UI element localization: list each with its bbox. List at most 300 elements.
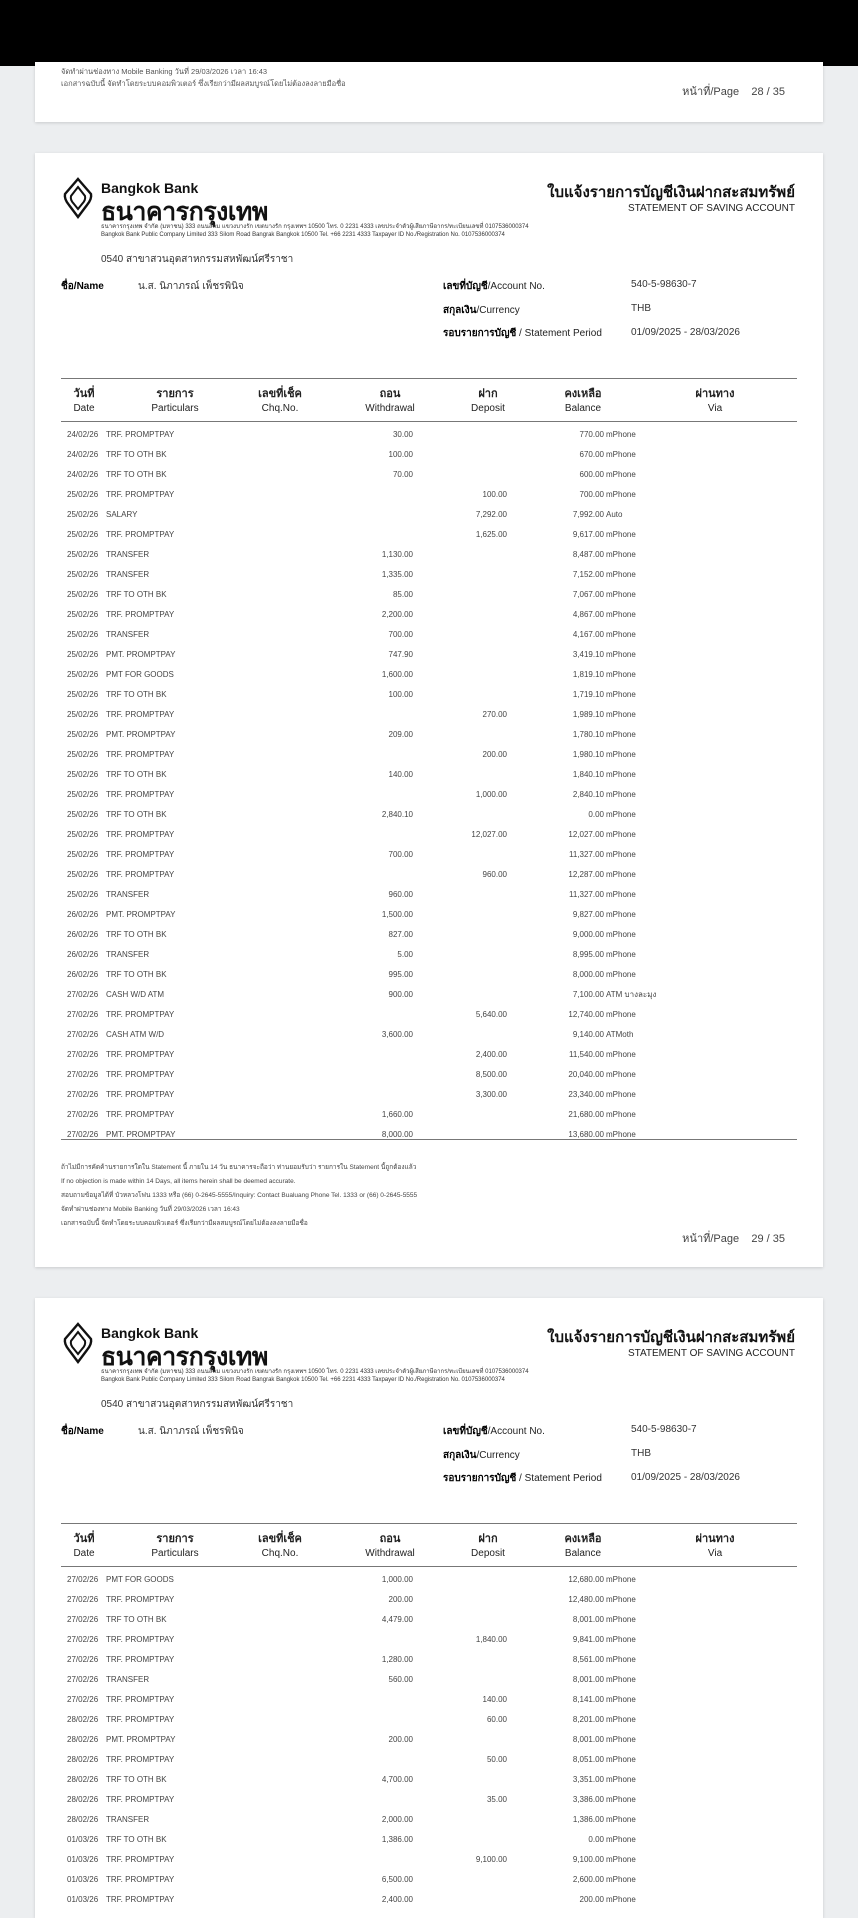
cell-via: mPhone — [606, 950, 636, 959]
page-number — [682, 1229, 785, 1247]
col-dep-th: ฝาก — [478, 1533, 498, 1545]
col-chq-en: Chq.No. — [261, 403, 299, 414]
footer-note: If no objection is made within 14 Days, all items herein shall be deemed accurate. — [61, 1178, 296, 1185]
table-row — [61, 1610, 797, 1630]
cell-particulars: TRF TO OTH BK — [106, 1835, 167, 1844]
cell-date: 25/02/26 — [67, 510, 99, 519]
cell-particulars: TRF. PROMPTPAY — [106, 530, 175, 539]
cell-date: 27/02/26 — [67, 1010, 99, 1019]
table-row — [61, 525, 797, 545]
cell-via: mPhone — [606, 1735, 636, 1744]
cell-withdrawal: 4,700.00 — [381, 1775, 413, 1784]
cell-balance: 9,140.00 — [572, 1030, 604, 1039]
cell-particulars: PMT FOR GOODS — [106, 1575, 174, 1584]
table-row — [61, 1045, 797, 1065]
cell-balance: 2,840.10 — [572, 790, 604, 799]
cell-particulars: PMT. PROMPTPAY — [106, 1130, 176, 1139]
cell-date: 27/02/26 — [67, 1050, 99, 1059]
col-part-th: รายการ — [156, 388, 194, 400]
cell-via: mPhone — [606, 1090, 636, 1099]
cell-balance: 7,067.00 — [572, 590, 604, 599]
cell-via: mPhone — [606, 1835, 636, 1844]
cell-particulars: TRANSFER — [106, 1815, 150, 1824]
bangkok-bank-logo-icon — [62, 177, 94, 219]
cell-withdrawal: 30.00 — [392, 430, 413, 439]
table-row — [61, 1005, 797, 1025]
cell-balance: 12,287.00 — [568, 870, 604, 879]
statement-page-28 — [35, 62, 823, 122]
footer-note: จัดทำผ่านช่องทาง Mobile Banking วันที่ 29/03/2026 เวลา 16:43 — [61, 1206, 240, 1213]
cell-particulars: TRF. PROMPTPAY — [106, 870, 175, 879]
cell-via: mPhone — [606, 690, 636, 699]
cell-particulars: TRF TO OTH BK — [106, 1615, 167, 1624]
cell-via: mPhone — [606, 1050, 636, 1059]
cell-balance: 1,980.10 — [572, 750, 604, 759]
bank-address — [101, 223, 529, 239]
cell-date: 27/02/26 — [67, 1110, 99, 1119]
cell-withdrawal: 1,660.00 — [381, 1110, 413, 1119]
cell-particulars: TRF TO OTH BK — [106, 810, 167, 819]
cell-withdrawal: 100.00 — [388, 690, 413, 699]
statement-page-30 — [35, 1298, 823, 1918]
period-label: รอบรายการบัญชี / Statement Period — [443, 1473, 602, 1484]
cell-particulars: TRANSFER — [106, 1675, 150, 1684]
table-top-border — [61, 378, 797, 379]
statement-title-th: ใบแจ้งรายการบัญชีเงินฝากสะสมทรัพย์ — [547, 184, 795, 201]
account-label: เลขที่บัญชี/Account No. — [443, 281, 545, 292]
cell-via: mPhone — [606, 890, 636, 899]
cell-date: 25/02/26 — [67, 490, 99, 499]
cell-date: 27/02/26 — [67, 1615, 99, 1624]
table-row — [61, 725, 797, 745]
page-label: หน้าที่/Page — [682, 86, 740, 98]
col-chq-th: เลขที่เช็ค — [258, 388, 302, 400]
cell-particulars: TRF. PROMPTPAY — [106, 1715, 175, 1724]
cell-balance: 0.00 — [588, 1835, 604, 1844]
cell-date: 25/02/26 — [67, 790, 99, 799]
cell-balance: 3,386.00 — [572, 1795, 604, 1804]
table-header-border — [61, 1566, 797, 1567]
statement-title-en: STATEMENT OF SAVING ACCOUNT — [627, 203, 795, 214]
table-row — [61, 1105, 797, 1125]
cell-balance: 3,351.00 — [572, 1775, 604, 1784]
cell-via: mPhone — [606, 1755, 636, 1764]
period-value: 01/09/2025 - 28/03/2026 — [631, 1472, 740, 1483]
col-date-en: Date — [73, 1548, 95, 1559]
cell-particulars: TRF. PROMPTPAY — [106, 790, 175, 799]
cell-date: 25/02/26 — [67, 670, 99, 679]
cell-date: 25/02/26 — [67, 730, 99, 739]
cell-deposit: 270.00 — [482, 710, 507, 719]
footer-note: จัดทำผ่านช่องทาง Mobile Banking วันที่ 29/03/2026 เวลา 16:43 — [61, 67, 268, 76]
cell-withdrawal: 747.90 — [388, 650, 413, 659]
cell-via: mPhone — [606, 630, 636, 639]
cell-via: mPhone — [606, 1575, 636, 1584]
cell-via: mPhone — [606, 1070, 636, 1079]
cell-via: mPhone — [606, 750, 636, 759]
cell-deposit: 35.00 — [486, 1795, 507, 1804]
cell-date: 28/02/26 — [67, 1755, 99, 1764]
name-label: ชื่อ/Name — [61, 1426, 104, 1437]
cell-deposit: 1,625.00 — [475, 530, 507, 539]
cell-date: 27/02/26 — [67, 1675, 99, 1684]
cell-withdrawal: 1,280.00 — [381, 1655, 413, 1664]
cell-balance: 2,600.00 — [572, 1875, 604, 1884]
table-top-border — [61, 1523, 797, 1524]
col-wd-th: ถอน — [379, 1533, 401, 1545]
cell-date: 26/02/26 — [67, 950, 99, 959]
cell-balance: 9,000.00 — [572, 930, 604, 939]
cell-via: mPhone — [606, 790, 636, 799]
cell-balance: 3,419.10 — [572, 650, 604, 659]
col-dep-en: Deposit — [471, 1548, 505, 1559]
currency-value: THB — [631, 303, 651, 314]
cell-particulars: TRF. PROMPTPAY — [106, 1895, 175, 1904]
cell-balance: 770.00 — [579, 430, 604, 439]
cell-balance: 1,989.10 — [572, 710, 604, 719]
cell-particulars: TRF. PROMPTPAY — [106, 1595, 175, 1604]
cell-particulars: TRANSFER — [106, 550, 150, 559]
cell-date: 28/02/26 — [67, 1815, 99, 1824]
cell-deposit: 5,640.00 — [475, 1010, 507, 1019]
cell-particulars: TRF. PROMPTPAY — [106, 1070, 175, 1079]
table-row — [61, 485, 797, 505]
cell-via: mPhone — [606, 590, 636, 599]
table-row — [61, 885, 797, 905]
bank-address-th: ธนาคารกรุงเทพ จำกัด (มหาชน) 333 ถนนสีลม แขวงบางรัก เขตบางรัก กรุงเทพฯ 10500 โทร. 0 2231 4333 เลขประจำตัวผู้เสียภาษีอากร/ทะเบียนเลขที่ 0107536000374 — [101, 1369, 529, 1375]
cell-particulars: TRF TO OTH BK — [106, 470, 167, 479]
table-row — [61, 1770, 797, 1790]
cell-via: ATM บางละมุง — [606, 990, 657, 999]
cell-particulars: TRF. PROMPTPAY — [106, 1090, 175, 1099]
col-via-en: Via — [707, 403, 723, 414]
cell-date: 27/02/26 — [67, 1575, 99, 1584]
cell-date: 27/02/26 — [67, 1090, 99, 1099]
table-row — [61, 785, 797, 805]
cell-particulars: PMT FOR GOODS — [106, 670, 174, 679]
cell-withdrawal: 827.00 — [388, 930, 413, 939]
cell-withdrawal: 8,000.00 — [381, 1130, 413, 1139]
cell-via: mPhone — [606, 930, 636, 939]
col-chq-en: Chq.No. — [261, 1548, 299, 1559]
cell-via: mPhone — [606, 910, 636, 919]
cell-via: mPhone — [606, 970, 636, 979]
cell-deposit: 960.00 — [482, 870, 507, 879]
col-wd-en: Withdrawal — [365, 403, 415, 414]
col-via-en: Via — [707, 1548, 723, 1559]
table-row — [61, 645, 797, 665]
statement-footer — [61, 1161, 417, 1231]
table-header-border — [61, 421, 797, 422]
cell-via: mPhone — [606, 1855, 636, 1864]
table-row — [61, 1650, 797, 1670]
cell-withdrawal: 1,130.00 — [381, 550, 413, 559]
col-dep-en: Deposit — [471, 403, 505, 414]
col-part-en: Particulars — [151, 1548, 199, 1559]
cell-withdrawal: 900.00 — [388, 990, 413, 999]
table-row — [61, 545, 797, 565]
col-part-th: รายการ — [156, 1533, 194, 1545]
table-row — [61, 845, 797, 865]
cell-balance: 700.00 — [579, 490, 604, 499]
cell-balance: 8,001.00 — [572, 1675, 604, 1684]
cell-withdrawal: 1,600.00 — [381, 670, 413, 679]
table-row — [61, 1690, 797, 1710]
cell-withdrawal: 700.00 — [388, 630, 413, 639]
cell-deposit: 8,500.00 — [475, 1070, 507, 1079]
table-row — [61, 805, 797, 825]
cell-withdrawal: 6,500.00 — [381, 1875, 413, 1884]
cell-particulars: PMT. PROMPTPAY — [106, 650, 176, 659]
bank-address-en: Bangkok Bank Public Company Limited 333 Silom Road Bangrak Bangkok 10500 Tel. +66 2231 4333 Taxpayer ID No./Registration No. 0107536000374 — [101, 1377, 505, 1383]
cell-via: mPhone — [606, 770, 636, 779]
cell-via: mPhone — [606, 1595, 636, 1604]
cell-date: 28/02/26 — [67, 1775, 99, 1784]
cell-withdrawal: 1,386.00 — [381, 1835, 413, 1844]
table-row — [61, 665, 797, 685]
cell-balance: 200.00 — [579, 1895, 604, 1904]
col-bal-en: Balance — [564, 403, 602, 414]
cell-withdrawal: 5.00 — [397, 950, 413, 959]
cell-deposit: 1,840.00 — [475, 1635, 507, 1644]
cell-balance: 12,027.00 — [568, 830, 604, 839]
cell-balance: 0.00 — [588, 810, 604, 819]
cell-date: 25/02/26 — [67, 770, 99, 779]
cell-date: 27/02/26 — [67, 1030, 99, 1039]
cell-deposit: 50.00 — [486, 1755, 507, 1764]
cell-balance: 7,992.00 — [572, 510, 604, 519]
cell-via: mPhone — [606, 1715, 636, 1724]
table-row — [61, 1850, 797, 1870]
cell-particulars: TRF TO OTH BK — [106, 450, 167, 459]
cell-balance: 670.00 — [579, 450, 604, 459]
cell-balance: 8,141.00 — [572, 1695, 604, 1704]
cell-withdrawal: 2,200.00 — [381, 610, 413, 619]
cell-particulars: TRF TO OTH BK — [106, 1775, 167, 1784]
table-row — [61, 565, 797, 585]
cell-date: 25/02/26 — [67, 610, 99, 619]
page-num: 28 / 35 — [751, 86, 785, 98]
table-row — [61, 945, 797, 965]
cell-withdrawal: 700.00 — [388, 850, 413, 859]
cell-via: mPhone — [606, 730, 636, 739]
page-num: 29 / 35 — [751, 1233, 785, 1245]
col-part-en: Particulars — [151, 403, 199, 414]
bank-name-th: ธนาคารกรุงเทพ — [101, 1343, 268, 1371]
cell-withdrawal: 960.00 — [388, 890, 413, 899]
cell-withdrawal: 2,000.00 — [381, 1815, 413, 1824]
cell-withdrawal: 3,600.00 — [381, 1030, 413, 1039]
cell-balance: 7,152.00 — [572, 570, 604, 579]
page-number — [682, 82, 785, 100]
col-via-th: ผ่านทาง — [695, 388, 735, 400]
cell-balance: 13,680.00 — [568, 1130, 604, 1139]
cell-particulars: TRF. PROMPTPAY — [106, 1050, 175, 1059]
name-label: ชื่อ/Name — [61, 281, 104, 292]
cell-balance: 8,201.00 — [572, 1715, 604, 1724]
currency-label: สกุลเงิน/Currency — [443, 305, 520, 316]
cell-date: 25/02/26 — [67, 850, 99, 859]
cell-deposit: 7,292.00 — [475, 510, 507, 519]
table-row — [61, 1730, 797, 1750]
footer-note: เอกสารฉบับนี้ จัดทำโดยระบบคอมพิวเตอร์ ซึ่งเรียกว่ามีผลสมบูรณ์โดยไม่ต้องลงลายมือชื่อ — [61, 79, 346, 88]
cell-balance: 11,327.00 — [569, 890, 604, 899]
cell-particulars: PMT. PROMPTPAY — [106, 730, 176, 739]
cell-via: mPhone — [606, 650, 636, 659]
cell-date: 25/02/26 — [67, 550, 99, 559]
cell-via: mPhone — [606, 430, 636, 439]
cell-withdrawal: 1,500.00 — [381, 910, 413, 919]
account-number: 540-5-98630-7 — [631, 279, 697, 290]
cell-via: mPhone — [606, 1130, 636, 1139]
cell-withdrawal: 85.00 — [392, 590, 413, 599]
cell-withdrawal: 100.00 — [388, 450, 413, 459]
cell-balance: 8,001.00 — [572, 1735, 604, 1744]
cell-via: mPhone — [606, 1110, 636, 1119]
table-row — [61, 1670, 797, 1690]
table-row — [61, 745, 797, 765]
cell-date: 25/02/26 — [67, 830, 99, 839]
cell-via: Auto — [606, 510, 623, 519]
cell-balance: 9,100.00 — [572, 1855, 604, 1864]
table-row — [61, 765, 797, 785]
cell-balance: 20,040.00 — [568, 1070, 604, 1079]
cell-via: mPhone — [606, 1815, 636, 1824]
bank-name-th: ธนาคารกรุงเทพ — [101, 198, 268, 226]
cell-particulars: TRF. PROMPTPAY — [106, 1655, 175, 1664]
cell-particulars: CASH ATM W/D — [106, 1030, 165, 1039]
cell-withdrawal: 200.00 — [388, 1735, 413, 1744]
cell-particulars: TRF TO OTH BK — [106, 930, 167, 939]
table-row — [61, 605, 797, 625]
cell-particulars: TRF. PROMPTPAY — [106, 1855, 175, 1864]
cell-date: 25/02/26 — [67, 750, 99, 759]
cell-date: 25/02/26 — [67, 710, 99, 719]
cell-balance: 1,819.10 — [572, 670, 604, 679]
cell-date: 28/02/26 — [67, 1735, 99, 1744]
cell-balance: 9,841.00 — [572, 1635, 604, 1644]
cell-particulars: TRF. PROMPTPAY — [106, 1635, 175, 1644]
cell-via: mPhone — [606, 850, 636, 859]
col-wd-th: ถอน — [379, 388, 401, 400]
status-bar — [0, 0, 858, 66]
cell-particulars: TRF TO OTH BK — [106, 970, 167, 979]
cell-balance: 21,680.00 — [568, 1110, 604, 1119]
table-row — [61, 925, 797, 945]
cell-date: 27/02/26 — [67, 1655, 99, 1664]
cell-particulars: TRF. PROMPTPAY — [106, 490, 175, 499]
cell-particulars: TRF. PROMPTPAY — [106, 1795, 175, 1804]
cell-via: mPhone — [606, 1635, 636, 1644]
cell-via: mPhone — [606, 1010, 636, 1019]
table-row — [61, 1125, 797, 1145]
cell-balance: 8,051.00 — [572, 1755, 604, 1764]
cell-date: 24/02/26 — [67, 430, 99, 439]
col-date-th: วันที่ — [73, 1533, 95, 1545]
cell-withdrawal: 1,335.00 — [381, 570, 413, 579]
bank-address-th: ธนาคารกรุงเทพ จำกัด (มหาชน) 333 ถนนสีลม แขวงบางรัก เขตบางรัก กรุงเทพฯ 10500 โทร. 0 2231 4333 เลขประจำตัวผู้เสียภาษีอากร/ทะเบียนเลขที่ 0107536000374 — [101, 224, 529, 230]
cell-withdrawal: 2,840.10 — [381, 810, 413, 819]
page-label: หน้าที่/Page — [682, 1233, 740, 1245]
col-chq-th: เลขที่เช็ค — [258, 1533, 302, 1545]
cell-particulars: TRF. PROMPTPAY — [106, 830, 175, 839]
cell-via: mPhone — [606, 870, 636, 879]
table-row — [61, 1830, 797, 1850]
table-row — [61, 1890, 797, 1910]
name-value: น.ส. นิภาภรณ์ เพ็ชรพินิจ — [138, 281, 244, 292]
col-via-th: ผ่านทาง — [695, 1533, 735, 1545]
cell-via: mPhone — [606, 530, 636, 539]
cell-deposit: 100.00 — [482, 490, 507, 499]
statement-page-29 — [35, 153, 823, 1267]
cell-balance: 7,100.00 — [572, 990, 604, 999]
cell-via: mPhone — [606, 1895, 636, 1904]
cell-via: mPhone — [606, 1655, 636, 1664]
cell-deposit: 140.00 — [482, 1695, 507, 1704]
cell-via: mPhone — [606, 1675, 636, 1684]
cell-via: mPhone — [606, 710, 636, 719]
table-bottom-border — [61, 1139, 797, 1140]
cell-balance: 8,001.00 — [572, 1615, 604, 1624]
cell-balance: 11,327.00 — [569, 850, 604, 859]
cell-particulars: TRANSFER — [106, 950, 150, 959]
cell-withdrawal: 140.00 — [388, 770, 413, 779]
cell-date: 27/02/26 — [67, 1595, 99, 1604]
cell-date: 28/02/26 — [67, 1715, 99, 1724]
cell-date: 01/03/26 — [67, 1855, 99, 1864]
currency-value: THB — [631, 1448, 651, 1459]
cell-via: mPhone — [606, 1875, 636, 1884]
table-row — [61, 1630, 797, 1650]
cell-particulars: TRF. PROMPTPAY — [106, 1755, 175, 1764]
cell-date: 25/02/26 — [67, 590, 99, 599]
table-row — [61, 1870, 797, 1890]
footer-note: ถ้าไม่มีการคัดค้านรายการใดใน Statement นี้ ภายใน 14 วัน ธนาคารจะถือว่า ท่านยอมรับว่า รายการใน Statement นี้ถูกต้องแล้ว — [61, 1164, 417, 1171]
cell-particulars: TRANSFER — [106, 890, 150, 899]
cell-via: mPhone — [606, 1775, 636, 1784]
cell-withdrawal: 4,479.00 — [381, 1615, 413, 1624]
cell-particulars: TRANSFER — [106, 570, 150, 579]
cell-withdrawal: 560.00 — [388, 1675, 413, 1684]
cell-withdrawal: 995.00 — [388, 970, 413, 979]
cell-balance: 1,719.10 — [572, 690, 604, 699]
table-row — [61, 625, 797, 645]
bank-name-en: Bangkok Bank — [101, 180, 199, 196]
cell-balance: 4,167.00 — [572, 630, 604, 639]
cell-particulars: TRF. PROMPTPAY — [106, 610, 175, 619]
cell-particulars: TRF. PROMPTPAY — [106, 1695, 175, 1704]
cell-balance: 12,740.00 — [568, 1010, 604, 1019]
table-row — [61, 1590, 797, 1610]
account-number: 540-5-98630-7 — [631, 1424, 697, 1435]
cell-deposit: 1,000.00 — [475, 790, 507, 799]
cell-particulars: TRF. PROMPTPAY — [106, 850, 175, 859]
table-row — [61, 685, 797, 705]
cell-date: 27/02/26 — [67, 1070, 99, 1079]
table-row — [61, 1810, 797, 1830]
col-date-en: Date — [73, 403, 95, 414]
cell-balance: 1,840.10 — [572, 770, 604, 779]
cell-date: 01/03/26 — [67, 1835, 99, 1844]
cell-balance: 9,827.00 — [572, 910, 604, 919]
currency-label: สกุลเงิน/Currency — [443, 1450, 520, 1461]
cell-via: mPhone — [606, 810, 636, 819]
table-row — [61, 1085, 797, 1105]
cell-balance: 8,487.00 — [572, 550, 604, 559]
cell-balance: 1,386.00 — [572, 1815, 604, 1824]
cell-date: 24/02/26 — [67, 470, 99, 479]
cell-balance: 8,000.00 — [572, 970, 604, 979]
